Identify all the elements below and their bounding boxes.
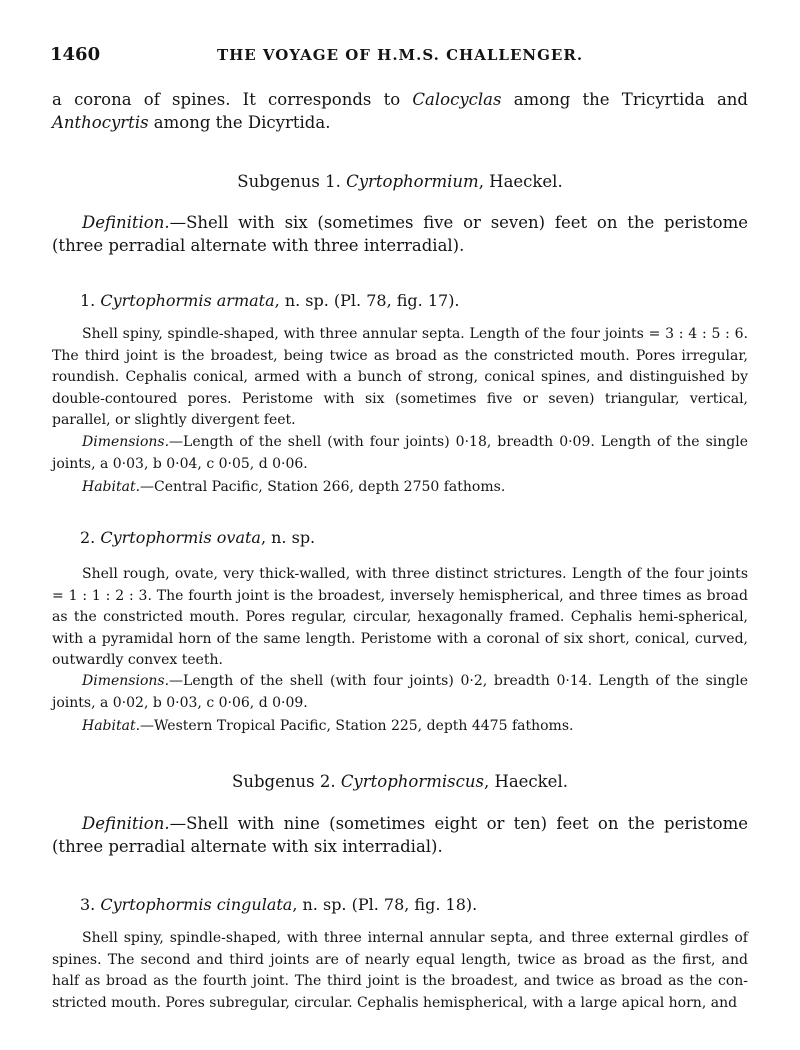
intro-text-b: among the Tricyrtida and xyxy=(501,90,748,109)
subgenus-1-heading xyxy=(0,172,800,191)
species-suffix: , n. sp. (Pl. 78, fig. 18). xyxy=(292,895,478,914)
species-2-description: Shell rough, ovate, very thick-walled, with three distinct strictures. Length of the four joints = 1 : 1 : 2 : 3. The fourth joint is the broadest, inversely hemispherical, and three times as broad as the constricted mouth. Pores regular, circular, hexagonally framed. Cephalis hemi-spherical, with a pyramidal horn of the same length. Peristome with a coronal of six short, conical, curved, outwardly convex teeth. xyxy=(52,566,748,668)
habitat-text: —Central Pacific, Station 266, depth 2750 fathoms. xyxy=(140,479,506,495)
definition-text: —Shell with six (sometimes five or seven) feet on the peristome (three perradial alternate with three interradial). xyxy=(52,213,748,255)
subgenus-2-prefix: Subgenus 2. xyxy=(232,772,341,791)
species-name: Cyrtophormis ovata xyxy=(100,528,261,547)
species-number: 2. xyxy=(80,528,101,547)
dimensions-label: Dimensions. xyxy=(82,673,170,689)
species-name: Cyrtophormis cingulata xyxy=(100,895,293,914)
subgenus-1-name: Cyrtophormium xyxy=(346,172,479,191)
definition-label: Definition. xyxy=(82,213,170,232)
species-3-description: Shell spiny, spindle-shaped, with three internal annular septa, and three external girdles of spines. The second and third joints are of nearly equal length, twice as broad as the first, and half as broad as the fourth joint. The third joint is the broadest, and twice as broad as the con-stricted mouth. Pores subregular, circular. Cephalis hemispherical, with a large apical horn, and xyxy=(52,930,748,1011)
species-name: Cyrtophormis armata xyxy=(100,291,275,310)
species-3-heading xyxy=(80,895,477,914)
intro-paragraph xyxy=(52,88,748,134)
species-1-description: Shell spiny, spindle-shaped, with three annular septa. Length of the four joints = 3 : 4 : 5 : 6. The third joint is the broadest, being twice as broad as the constricted mouth. Pores irregular, roundish. Cephalis conical, armed with a bunch of strong, conical spines, and distinguished by double-contoured pores. Peristome with six (sometimes five or seven) triangular, vertical, parallel, or slightly divergent feet. xyxy=(52,326,748,428)
intro-genus-anthocyrtis: Anthocyrtis xyxy=(52,113,149,132)
species-number: 1. xyxy=(80,291,101,310)
page-number: 1460 xyxy=(50,44,101,65)
species-2-heading xyxy=(80,528,315,547)
dimensions-text: —Length of the shell (with four joints) 0·2, breadth 0·14. Length of the single joints, a 0·02, b 0·03, c 0·06, d 0·09. xyxy=(52,673,748,711)
habitat-label: Habitat. xyxy=(82,479,141,495)
intro-text-c: among the Dicyrtida. xyxy=(148,113,331,132)
habitat-label: Habitat. xyxy=(82,718,141,734)
page-header xyxy=(50,44,750,68)
subgenus-1-author: , Haeckel. xyxy=(478,172,563,191)
intro-genus-calocyclas: Calocyclas xyxy=(412,90,502,109)
subgenus-1-prefix: Subgenus 1. xyxy=(237,172,347,191)
species-1-heading xyxy=(80,291,460,310)
species-2-dimensions xyxy=(52,671,748,714)
species-suffix: , n. sp. (Pl. 78, fig. 17). xyxy=(274,291,460,310)
species-1-dimensions xyxy=(52,432,748,475)
species-1-habitat xyxy=(52,477,748,499)
subgenus-2-heading xyxy=(0,772,800,791)
definition-text: —Shell with nine (sometimes eight or ten) feet on the peristome (three perradial alternate with six interradial). xyxy=(52,814,748,856)
subgenus-2-definition xyxy=(52,812,748,858)
subgenus-1-definition xyxy=(52,211,748,257)
subgenus-2-name: Cyrtophormiscus xyxy=(340,772,484,791)
species-suffix: , n. sp. xyxy=(260,528,316,547)
species-2-habitat xyxy=(52,716,748,738)
definition-label: Definition. xyxy=(82,814,170,833)
dimensions-text: —Length of the shell (with four joints) 0·18, breadth 0·09. Length of the single joints, a 0·03, b 0·04, c 0·05, d 0·06. xyxy=(52,434,748,472)
habitat-text: —Western Tropical Pacific, Station 225, depth 4475 fathoms. xyxy=(140,718,574,734)
subgenus-2-author: , Haeckel. xyxy=(483,772,568,791)
intro-text-a: a corona of spines. It corresponds to xyxy=(52,90,413,109)
species-number: 3. xyxy=(80,895,101,914)
running-title: THE VOYAGE OF H.M.S. CHALLENGER. xyxy=(216,46,584,64)
dimensions-label: Dimensions. xyxy=(82,434,170,450)
